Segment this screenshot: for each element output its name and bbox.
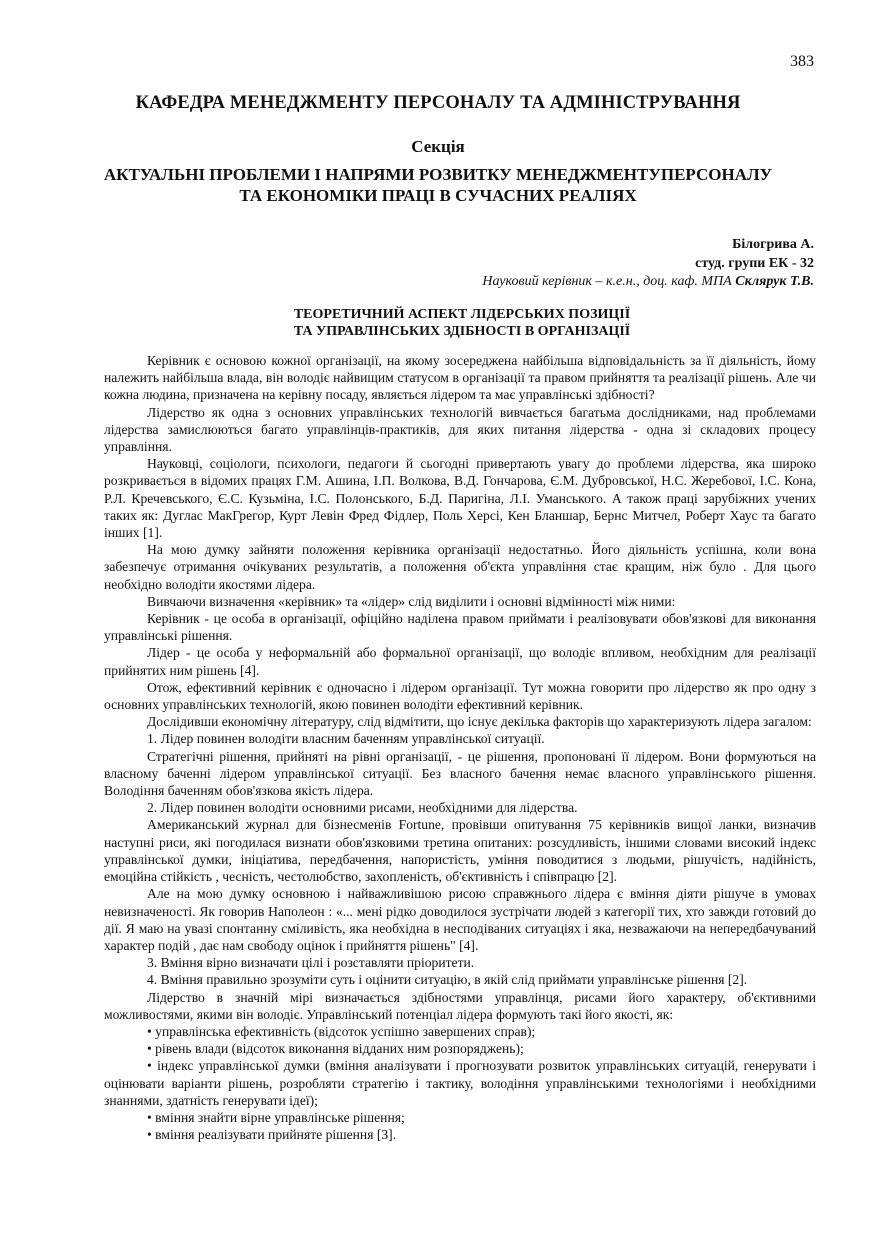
article-title-line-1: ТЕОРЕТИЧНИЙ АСПЕКТ ЛІДЕРСЬКИХ ПОЗИЦІЇ	[293, 307, 631, 322]
section-title	[60, 164, 816, 206]
bullet-item: • управлінська ефективність (відсоток успішно завершених справ);	[147, 1023, 536, 1039]
paragraph: Керівник є основою кожної організації, на якому зосереджена найбільша відповідальність за її діяльність, йому належить найбільша влада, він володіє найвищим статусом в організації та правом прийняття та реалізації рішень. Але чи кожна людина, призначена на керівну посаду, являється лідером та має управлінські здібності?	[104, 353, 816, 403]
paragraph: Лідерство в значній мірі визначається здібностями управлінця, рисами його характеру, об'єктивними можливостями, якими він володіє. Управлінський потенціал лідера формують такі його якості, як:	[104, 989, 816, 1022]
paragraph: Лідерство як одна з основних управлінських технологій вивчається багатьма дослідниками, над проблемами лідерства замислюються багато управлінців-практиків, для яких питання лідерства - одна зі складових процесу управління.	[104, 404, 816, 455]
bullet-item: • вміння реалізувати прийняте рішення [3].	[147, 1127, 397, 1143]
supervisor-prefix: Науковий керівник – к.е.н., доц. каф. МПА	[482, 274, 736, 289]
section-title-line-2: ТА ЕКОНОМІКИ ПРАЦІ В СУЧАСНИХ РЕАЛІЯХ	[239, 186, 637, 205]
list-item: 2. Лідер повинен володіти основними рисами, необхідними для лідерства.	[147, 800, 578, 816]
author-name: Білогрива А.	[732, 237, 814, 252]
author-group: студ. групи ЕК - 32	[695, 256, 814, 271]
article-body	[104, 352, 816, 1143]
list-item: 1. Лідер повинен володіти власним баченням управлінської ситуації.	[147, 731, 545, 747]
article-title-line-2: ТА УПРАВЛІНСЬКИХ ЗДІБНОСТІ В ОРГАНІЗАЦІЇ	[293, 324, 631, 339]
section-title-line-1: АКТУАЛЬНІ ПРОБЛЕМИ І НАПРЯМИ РОЗВИТКУ МЕНЕДЖМЕНТУПЕРСОНАЛУ	[103, 165, 773, 184]
supervisor-line	[482, 272, 814, 291]
paragraph: Але на мою думку основною і найважливішою рисою справжнього лідера є вміння діяти рішуче в умовах невизначеності. Як говорив Наполеон : «... мені рідко доводилося зустрічати людей з категорії тих, хто завжди готовий до дії. Я маю на увазі спонтанну сміливість, яка необхідна в несподіваних ситуаціях і яка, незважаючи на непередбачуваний характер подій , дає нам свободу оцінок і прийняття рішень" [4].	[104, 886, 816, 953]
paragraph: Лідер - це особа у неформальній або формальної організації, що володіє впливом, необхідним для реалізації прийнятих ним рішень [4].	[104, 645, 816, 678]
supervisor-name: Склярук Т.В.	[735, 274, 814, 289]
paragraph: Стратегічні рішення, прийняті на рівні організації, - це рішення, пропоновані її лідером. Вони формуються на власному баченні лідером управлінської ситуації. Без власного бачення немає власного управлінського рішення. Володіння баченням обов'язкова якість лідера.	[104, 748, 816, 799]
paragraph: Керівник - це особа в організації, офіційно наділена правом приймати і реалізовувати обов'язкові для виконання управлінські рішення.	[104, 611, 816, 644]
bullet-item: • рівень влади (відсоток виконання відданих ним розпоряджень);	[147, 1041, 524, 1057]
page-number: 383	[790, 53, 814, 70]
paragraph: Вивчаючи визначення «керівник» та «лідер» слід виділити і основні відмінності між ними:	[147, 593, 676, 609]
paragraph: Дослідивши економічну літературу, слід відмітити, що існує декілька факторів що характеризують лідера загалом:	[147, 714, 812, 730]
section-label: Секція	[411, 137, 465, 156]
paragraph: Науковці, соціологи, психологи, педагоги й сьогодні привертають увагу до проблеми лідерства, яка широко розкривається в відомих працях Г.М. Ашина, І.П. Волкова, В.Д. Гончарова, Є.М. Дубровської, Н.С. Жеребової, І.С. Кона, Р.Л. Кречевського, Є.С. Кузьміна, І.С. Полонського, Б.Д. Паригіна, Л.І. Уманського. А також праці зарубіжних учених таких як: Дуглас МакГрегор, Курт Левін Фред Фідлер, Поль Херсі, Кен Бланшар, Бернс Митчел, Роберт Хаус та багато інших [1].	[104, 456, 816, 541]
paragraph: Американський журнал для бізнесменів Fortune, провівши опитування 75 керівників вищої ланки, визначив наступні риси, які погодилася визнати обов'язковими третина опитаних: розсудливість, іншими словами високий індекс управлінської думки, ініціатива, передбачення, напористість, уміння поводитися з людьми, рішучість, надійність, емоційна стійкість , чесність, честолюбство, захопленість, об'єктивність і співпрацю [2].	[104, 817, 816, 885]
list-item: 3. Вміння вірно визначати цілі і розставляти пріоритети.	[147, 955, 475, 971]
article-title	[104, 306, 820, 340]
paragraph: Отож, ефективний керівник є одночасно і лідером організації. Тут можна говорити про лідерство як про одну з основних управлінських технологій, якою повинен володіти ефективний керівник.	[104, 679, 816, 713]
department-heading: КАФЕДРА МЕНЕДЖМЕНТУ ПЕРСОНАЛУ ТА АДМІНІСТРУВАННЯ	[135, 93, 741, 113]
paragraph: На мою думку зайняти положення керівника організації недостатньо. Його діяльність успішна, коли вона забезпечує отримання очікуваних результатів, а положення об'єкта управління стає кращим, ніж було . Для цього необхідно володіти якостями лідера.	[104, 542, 816, 592]
list-item: 4. Вміння правильно зрозуміти суть і оцінити ситуацію, в якій слід приймати управлінське рішення [2].	[147, 972, 748, 988]
bullet-item: • вміння знайти вірне управлінське рішення;	[147, 1109, 405, 1125]
bullet-item: • індекс управлінської думки (вміння аналізувати і прогнозувати розвиток управлінських ситуацій, генерувати і оцінювати варіанти рішень, розробляти стратегію і тактику, володіння управлінськими технологіями і необхідними знаннями, здатність генерувати ідеї);	[104, 1058, 816, 1108]
